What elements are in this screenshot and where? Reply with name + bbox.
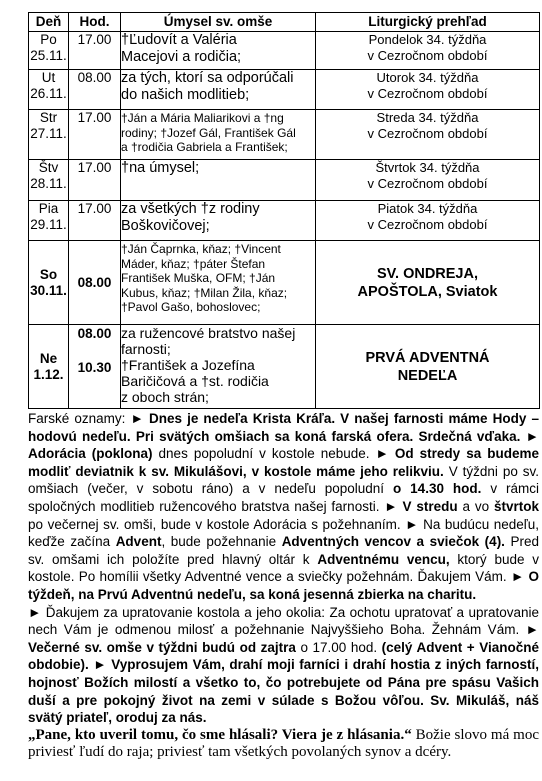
intention-line: z oboch strán; xyxy=(121,389,209,405)
announcement-text: po večernej sv. omši, bude v kostole Adorácia s požehnaním. ► Na budúcu nedeľu, keďže začína xyxy=(28,516,539,550)
table-row xyxy=(29,32,540,70)
intention-line: za ružencové bratstvo našej xyxy=(121,325,296,341)
intention-cell xyxy=(121,201,316,241)
intention-line: †Ján a Mária Maliarikovi a †ng xyxy=(121,111,284,125)
announcement-text: dnes popoludní v kostole nebude. ► xyxy=(152,446,395,462)
table-header-row xyxy=(29,13,540,32)
liturgy-cell xyxy=(316,201,540,241)
intention-line: a †rodičia Gabriela a František; xyxy=(121,140,288,155)
announcement-text: (celý Advent + Vianočné obdobie). ► Vyprosujem Vám, drahí moji farníci i drahí hostia z iných farností, hojnosť Božích milostí a všetko to, čo potrebujete od Pána pre spásu Vašich duší a pre pokojný život na zemi v súlade s Božou vôľou. Sv. Mikuláš, náš svätý priateľ, oroduj za nás. xyxy=(28,639,539,726)
intention-line: František Muška, OFM; †Ján xyxy=(121,271,276,286)
day-date: 30.11. xyxy=(30,282,67,298)
day-cell xyxy=(29,70,69,110)
day-cell xyxy=(29,201,69,241)
liturgy-line: PRVÁ ADVENTNÁ xyxy=(365,349,490,366)
day-date: 28.11. xyxy=(30,176,67,191)
day-name: Štv xyxy=(38,160,59,175)
liturgy-line: v Cezročnom období xyxy=(367,126,488,141)
hour-cell: 17.00 xyxy=(69,110,121,160)
announcement-text: V stredu xyxy=(402,498,458,514)
announcement-text: Adventných vencov a sviečok (4). xyxy=(281,534,505,550)
intention-line: †František a Jozefína xyxy=(121,357,255,373)
day-cell xyxy=(29,325,69,409)
parish-announcements xyxy=(28,410,539,762)
quote-text: Božie slovo má moc priviesť ľudí do raja; priviesť tam všetkých povolaných synov a dcéry. xyxy=(28,726,539,761)
day-name: So xyxy=(39,266,58,282)
liturgy-line: APOŠTOLA, Sviatok xyxy=(357,283,498,300)
announcement-text: štvrtok xyxy=(493,498,539,514)
liturgy-line: NEDEĽA xyxy=(397,367,458,384)
announcement-text: Adventnému vencu, xyxy=(317,551,450,567)
day-date: 26.11. xyxy=(30,86,67,101)
day-cell xyxy=(29,32,69,70)
header-hour: Hod. xyxy=(69,13,121,32)
liturgy-line: Utorok 34. týždňa xyxy=(376,70,479,85)
liturgy-cell xyxy=(316,241,540,325)
scripture-quote xyxy=(28,727,539,762)
intention-cell xyxy=(121,160,316,201)
intention-line: do našich modlitieb; xyxy=(121,86,250,103)
day-name: Str xyxy=(39,110,58,125)
intention-cell xyxy=(121,32,316,70)
liturgy-cell xyxy=(316,70,540,110)
day-cell xyxy=(29,110,69,160)
day-date: 25.11. xyxy=(30,48,67,63)
intention-line: †Ján Čaprnka, kňaz; †Vincent xyxy=(121,242,281,256)
hour-value: 10.30 xyxy=(77,360,112,375)
announcement-text: a vo xyxy=(457,498,494,514)
hour-value: 08.00 xyxy=(77,326,112,341)
header-intention: Úmysel sv. omše xyxy=(121,13,316,32)
announcement-text: Adorácia (poklona) xyxy=(28,446,153,462)
liturgy-line: v Cezročnom období xyxy=(367,86,488,101)
mass-schedule-table xyxy=(28,12,540,409)
quote-text: „Pane, kto uveril tomu, čo sme hlásali? Viera je z hlásania.“ xyxy=(28,726,412,743)
liturgy-line: Streda 34. týždňa xyxy=(376,110,479,125)
table-row xyxy=(29,110,540,160)
header-liturgy: Liturgický prehľad xyxy=(316,13,540,32)
announcement-paragraph xyxy=(28,604,539,727)
intention-line: za tých, ktorí sa odporúčali xyxy=(121,70,294,86)
hour-cell xyxy=(69,325,121,409)
announcement-paragraph xyxy=(28,410,539,604)
hour-cell: 17.00 xyxy=(69,160,121,201)
liturgy-line: Štvrtok 34. týždňa xyxy=(375,160,480,175)
day-name: Ut xyxy=(41,70,56,85)
header-day: Deň xyxy=(29,13,69,32)
table-row xyxy=(29,325,540,409)
announcement-text: Večerné sv. omše v týždni budú od zajtra xyxy=(28,639,296,655)
intention-line: farnosti; xyxy=(121,341,171,357)
announcement-text: v rámci spoločných modlitieb ružencového bratstva našej farnosti. ► xyxy=(28,481,539,514)
table-row xyxy=(29,70,540,110)
hour-cell: 17.00 xyxy=(69,32,121,70)
liturgy-line: v Cezročnom období xyxy=(367,48,488,63)
announcement-text: Advent xyxy=(115,534,162,550)
intention-cell xyxy=(121,325,316,409)
announcement-text: Pred sv. omšami ich položíte pred hlavný oltár k xyxy=(28,534,539,567)
announcement-text: Od stredy sa budeme modliť deviatnik k sv. Mikulášovi, v kostole máme jeho relikviu. xyxy=(28,446,539,479)
liturgy-cell xyxy=(316,32,540,70)
liturgy-line: Pondelok 34. týždňa xyxy=(368,32,487,47)
day-name: Pia xyxy=(38,201,59,216)
table-row xyxy=(29,241,540,325)
day-date: 27.11. xyxy=(30,126,67,141)
day-cell xyxy=(29,160,69,201)
liturgy-line: v Cezročnom období xyxy=(367,217,488,232)
announcement-text: ► xyxy=(520,428,539,444)
liturgy-line: v Cezročnom období xyxy=(367,176,488,191)
intention-line: Macejovi a rodičia; xyxy=(121,48,242,65)
intention-line: Máder, kňaz; †páter Štefan xyxy=(121,256,266,271)
liturgy-line: Piatok 34. týždňa xyxy=(377,201,478,216)
announcement-text: o 14.30 hod. xyxy=(393,481,482,497)
intention-cell xyxy=(121,110,316,160)
intention-line: †na úmysel; xyxy=(121,160,200,176)
liturgy-cell xyxy=(316,110,540,160)
announcement-text: ktorý bude v kostole. Po homílii všetky Adventné vence a sviečky požehnám. Ďakujem Vám. ► xyxy=(28,551,540,585)
liturgy-cell xyxy=(316,160,540,201)
day-date: 29.11. xyxy=(30,217,67,232)
day-date: 1.12. xyxy=(33,366,64,382)
hour-cell: 17.00 xyxy=(69,201,121,241)
hour-cell: 08.00 xyxy=(69,241,121,325)
announcement-text: Dnes je nedeľa Krista Kráľa. V našej farnosti máme Hody – hodovú nedeľu. Pri svätých omšiach sa koná farská ofera. Srdečná vďaka. xyxy=(28,411,539,444)
table-row xyxy=(29,160,540,201)
hour-cell: 08.00 xyxy=(69,70,121,110)
intention-line: †Pavol Gašo, bohoslovec; xyxy=(121,300,261,315)
intention-cell xyxy=(121,70,316,110)
intention-line: Kubus, kňaz; †Milan Žila, kňaz; xyxy=(121,285,288,300)
day-name: Ne xyxy=(39,350,58,366)
day-name: Po xyxy=(40,32,57,47)
intention-line: †Ľudovít a Valéria xyxy=(121,32,237,48)
intention-line: Boškovičovej; xyxy=(121,217,210,234)
intention-line: za všetkých †z rodiny xyxy=(121,201,260,217)
announcement-text: Farské oznamy: ► xyxy=(28,411,149,426)
table-row xyxy=(29,201,540,241)
announcement-text: O týždeň, na Prvú Adventnú nedeľu, sa koná jesenná zbierka na charitu. xyxy=(28,569,539,602)
announcement-text: , bude požehnanie xyxy=(161,534,282,550)
announcement-text: o 17.00 hod. xyxy=(295,639,382,655)
intention-cell xyxy=(121,241,316,325)
announcement-text: ► Ďakujem za upratovanie kostola a jeho okolia: Za ochotu upratovať a upratovanie nech Vám je odmenou milosť a požehnanie Najvyššieho Boha. Žehnám Vám. ► xyxy=(28,604,539,638)
intention-line: Baričičová a †st. rodičia xyxy=(121,373,269,389)
announcement-text: V týždni po sv. omšiach (večer, v sobotu ráno) a v nedeľu popoludní xyxy=(28,463,539,497)
intention-line: rodiny; †Jozef Gál, František Gál xyxy=(121,125,296,140)
liturgy-cell xyxy=(316,325,540,409)
liturgy-line: SV. ONDREJA, xyxy=(377,265,478,282)
day-cell xyxy=(29,241,69,325)
